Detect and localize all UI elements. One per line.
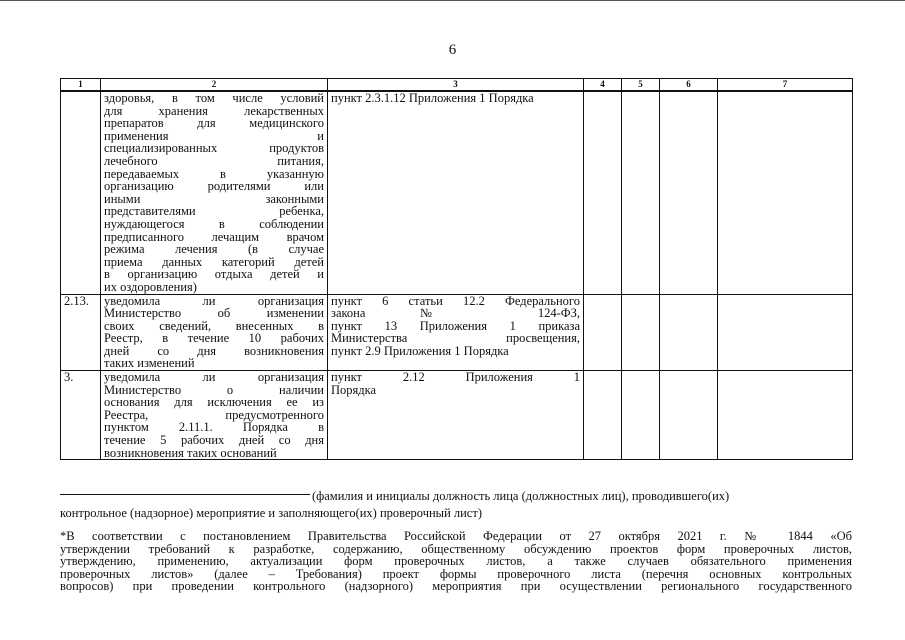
question-line: специализированных продуктов <box>104 141 324 156</box>
legal-basis-line: Порядка <box>331 382 377 397</box>
question-line: в организацию отдыха детей и <box>104 267 324 282</box>
column-header: 1 <box>61 79 101 92</box>
note-cell <box>718 294 853 371</box>
question-line: приема данных категорий детей <box>104 254 324 269</box>
legal-basis-line: пункт 2.9 Приложения 1 Порядка <box>331 343 509 358</box>
question-line: режима лечения (в случае <box>104 242 324 257</box>
column-header: 7 <box>718 79 853 92</box>
not-applicable-cell <box>660 371 718 460</box>
table-header-row <box>61 79 853 92</box>
table-row <box>61 91 853 294</box>
question-line: организацию родителями или <box>104 179 324 194</box>
row-number <box>61 91 101 294</box>
question-line: Реестр, в течение 10 рабочих <box>104 331 324 346</box>
legal-basis-line: пункт 13 Приложения 1 приказа <box>331 318 580 333</box>
page-number: 6 <box>448 42 457 58</box>
footnote <box>60 530 852 593</box>
question-line: применения и <box>104 128 324 143</box>
question-line: их оздоровления) <box>104 279 197 294</box>
footnote-line: проверочных листов» (далее – Требования) проект формы проверочного листа (перечня основных контрольных <box>60 566 852 581</box>
answer-no-cell <box>622 91 660 294</box>
row-number: 2.13. <box>61 294 101 371</box>
column-header: 5 <box>622 79 660 92</box>
legal-basis-line: пункт 2.3.1.12 Приложения 1 Порядка <box>331 91 534 105</box>
checklist-table <box>60 78 853 460</box>
question-line: лечебного питания, <box>104 153 324 168</box>
question-line: дней со дня возникновения <box>104 343 324 358</box>
table-row <box>61 294 853 371</box>
question-line: иными законными <box>104 191 324 206</box>
footnote-line: утверждении требований к разработке, содержанию, общественному обсуждению проектов форм проверочных листов, <box>60 541 852 556</box>
question-line: таких изменений <box>104 356 195 371</box>
not-applicable-cell <box>660 294 718 371</box>
question-line: здоровья, в том числе условий <box>104 91 324 105</box>
legal-basis-line: закона № 124-ФЗ, <box>331 306 580 321</box>
legal-basis-line: Министерства просвещения, <box>331 331 580 346</box>
question-line: пунктом 2.11.1. Порядка в <box>104 420 324 435</box>
question-line: основания для исключения ее из <box>104 395 324 410</box>
signature-caption-line2: контрольное (надзорное) мероприятие и заполняющего(их) проверочный лист) <box>60 506 482 520</box>
question-line: представителями ребенка, <box>104 204 324 219</box>
answer-yes-cell <box>584 91 622 294</box>
question-line: препаратов для медицинского <box>104 116 324 131</box>
answer-no-cell <box>622 294 660 371</box>
question-cell <box>101 91 328 294</box>
question-line: уведомила ли организация <box>104 370 324 385</box>
signature-caption <box>60 488 852 522</box>
question-line: Министерство об изменении <box>104 306 324 321</box>
legal-basis-cell <box>328 294 584 371</box>
not-applicable-cell <box>660 91 718 294</box>
question-cell <box>101 371 328 460</box>
table-row <box>61 371 853 460</box>
column-header: 4 <box>584 79 622 92</box>
question-line: уведомила ли организация <box>104 293 324 308</box>
question-line: для хранения лекарственных <box>104 103 324 118</box>
legal-basis-cell <box>328 371 584 460</box>
legal-basis-line: пункт 6 статьи 12.2 Федерального <box>331 293 580 308</box>
question-line: возникновения таких оснований <box>104 445 277 460</box>
question-line: Реестра, предусмотренного <box>104 407 324 422</box>
column-header: 2 <box>101 79 328 92</box>
signature-caption-line1: (фамилия и инициалы должность лица (должностных лиц), проводившего(их) <box>312 489 730 503</box>
note-cell <box>718 371 853 460</box>
answer-yes-cell <box>584 371 622 460</box>
legal-basis-cell <box>328 91 584 294</box>
answer-no-cell <box>622 371 660 460</box>
question-line: предписанного лечащим врачом <box>104 229 324 244</box>
footnote-line: утверждению, применению, актуализации форм проверочных листов, а также случаев обязательного применения <box>60 554 852 569</box>
column-header: 3 <box>328 79 584 92</box>
question-line: течение 5 рабочих дней со дня <box>104 433 324 448</box>
question-line: своих сведений, внесенных в <box>104 318 324 333</box>
column-header: 6 <box>660 79 718 92</box>
row-number: 3. <box>61 371 101 460</box>
answer-yes-cell <box>584 294 622 371</box>
question-line: Министерство о наличии <box>104 382 324 397</box>
question-line: нуждающегося в соблюдении <box>104 216 324 231</box>
legal-basis-line: пункт 2.12 Приложения 1 <box>331 370 580 385</box>
footnote-line: вопросов) при проведении контрольного (надзорного) мероприятия при осуществлении регионального государственного <box>60 579 852 594</box>
question-cell <box>101 294 328 371</box>
question-line: передаваемых в указанную <box>104 166 324 181</box>
note-cell <box>718 91 853 294</box>
page-top-border <box>0 0 905 1</box>
footnote-line: *В соответствии с постановлением Правительства Российской Федерации от 27 октября 2021 г. № 1844 «Об <box>60 529 852 543</box>
